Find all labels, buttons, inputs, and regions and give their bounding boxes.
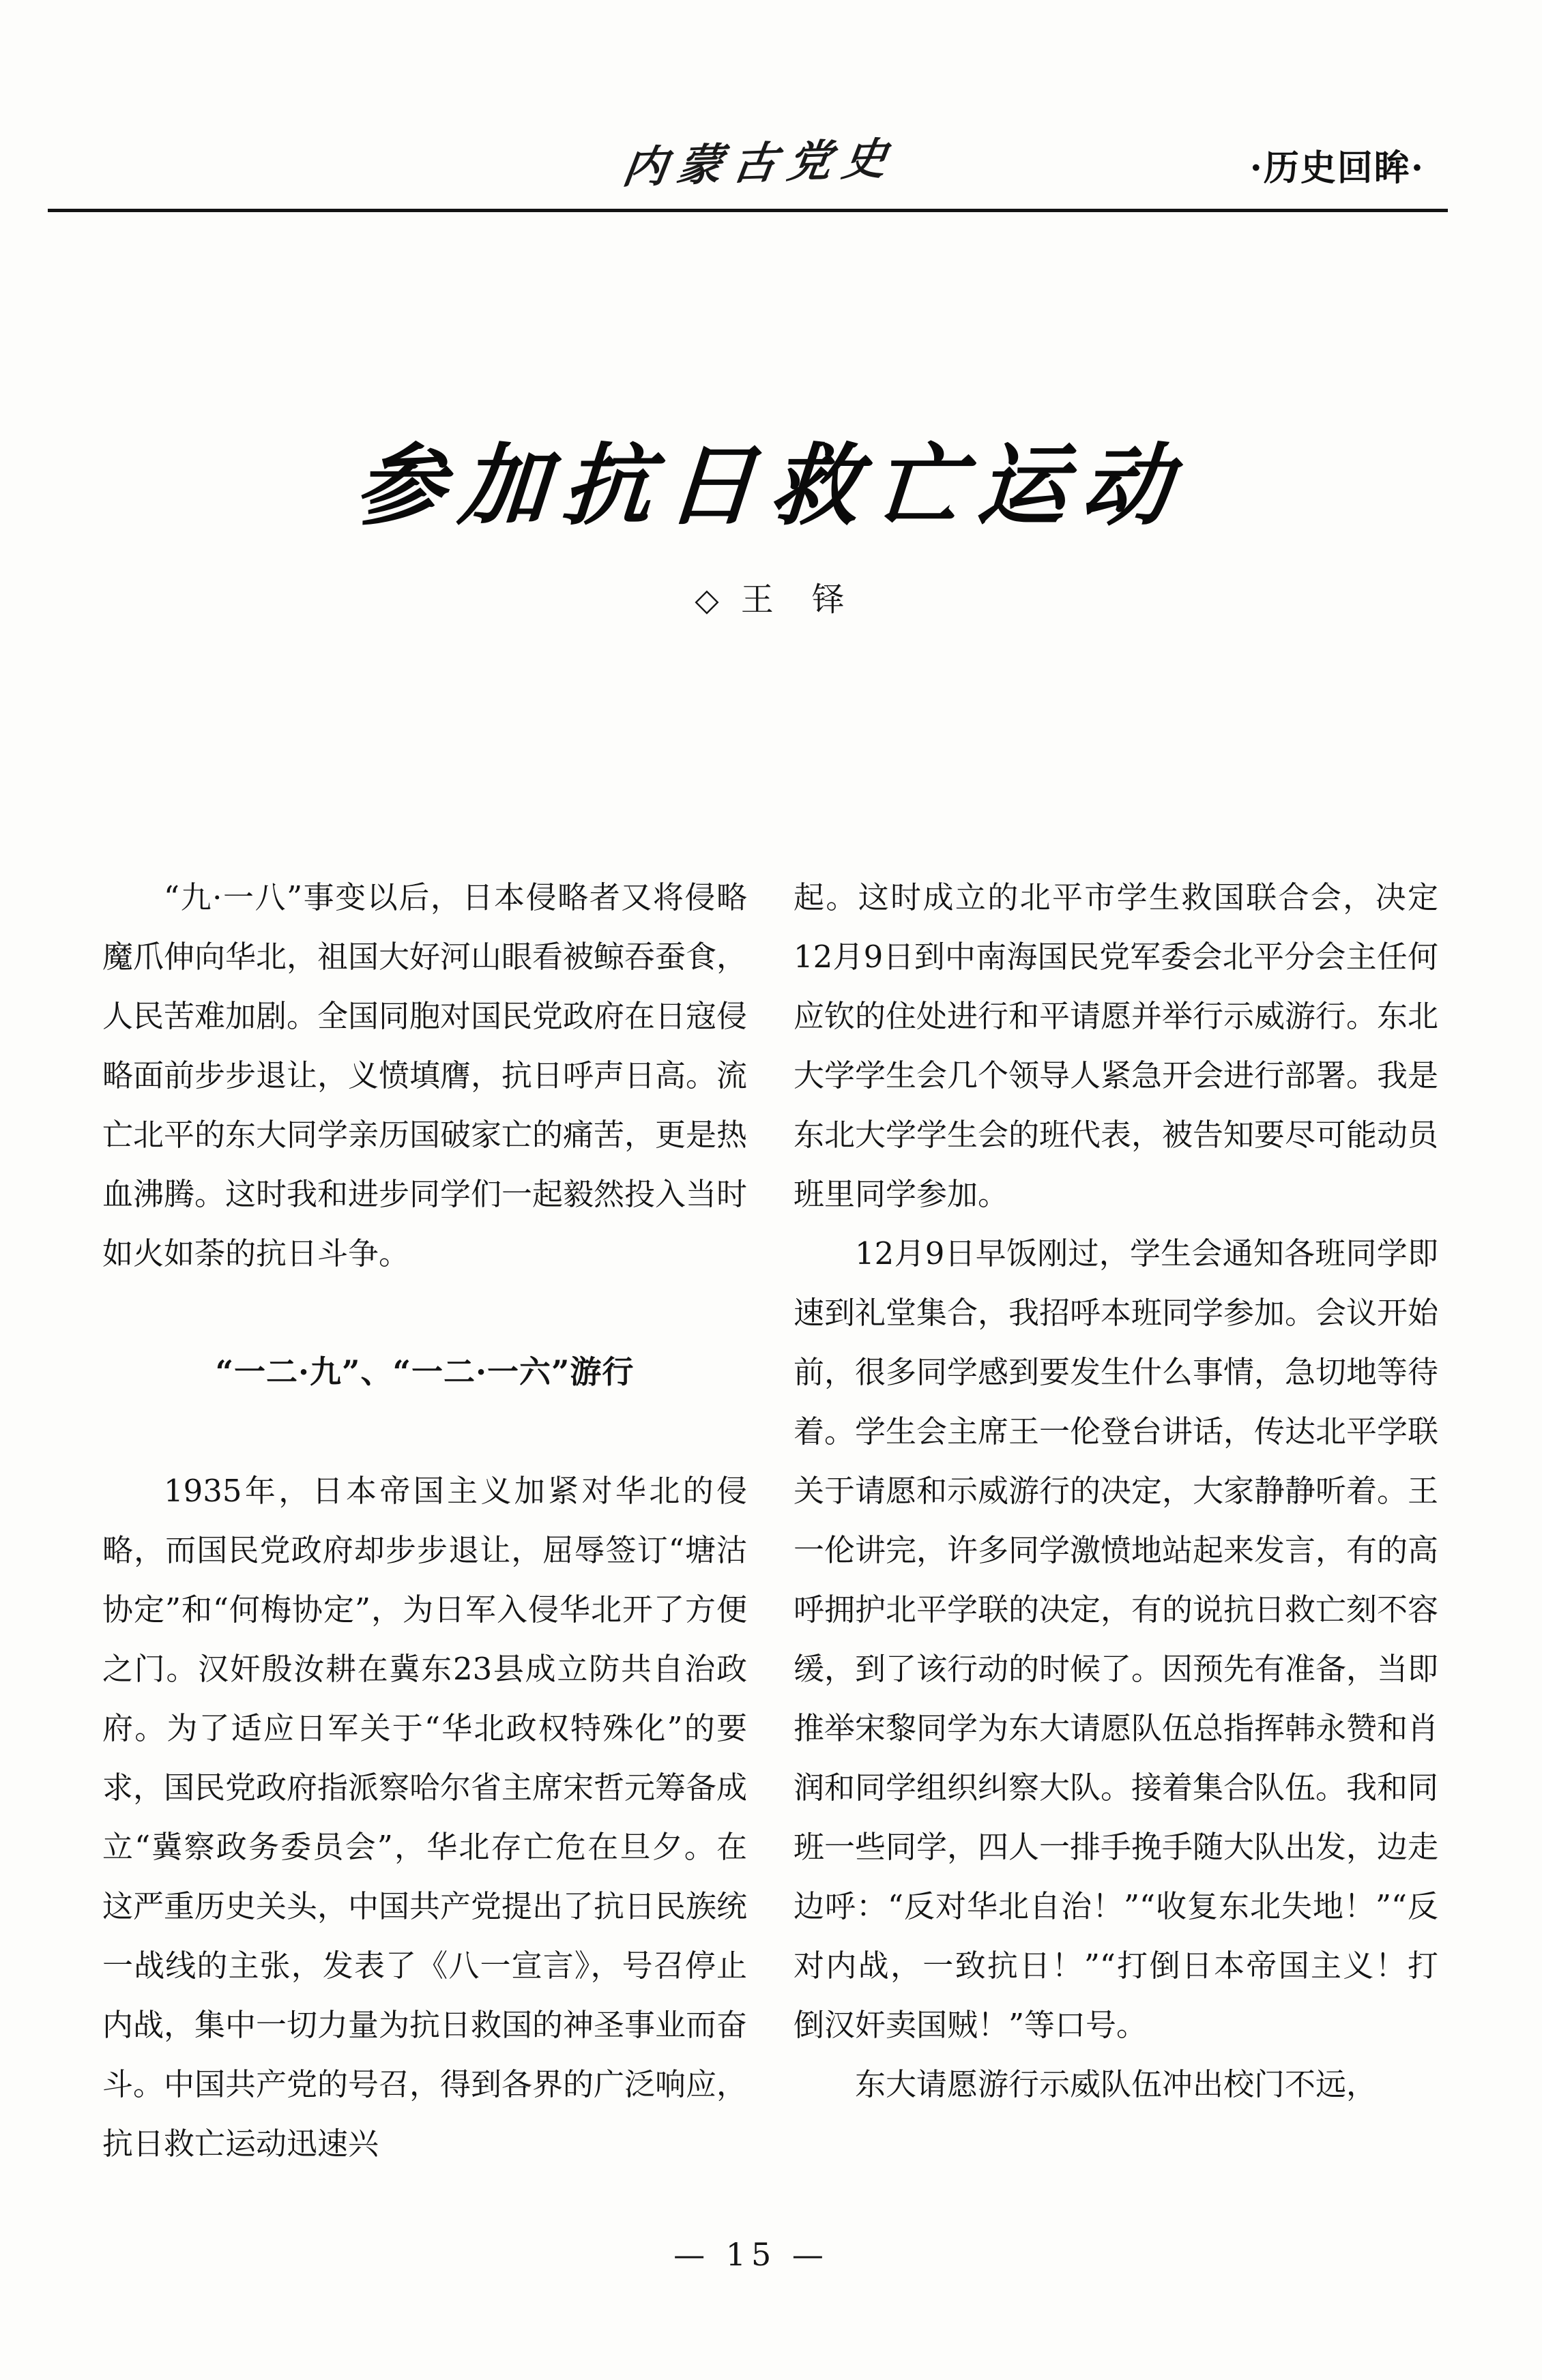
author-line [0, 573, 1542, 620]
paragraph-1935-background-continuation: 起。这时成立的北平市学生救国联合会，决定12月9日到中南海国民党军委会北平分会主任何应钦的住处进行和平请愿并举行示威游行。东北大学学生会几个领导人紧急开会进行部署。我是东北大学学生会的班代表，被告知要尽可能动员班里同学参加。 [794, 879, 1439, 1212]
article-title-calligraphy: 参加抗日救亡运动 [351, 433, 1189, 538]
author-name: 王 铎 [740, 581, 847, 619]
paragraph-1935-background: 1935年，日本帝国主义加紧对华北的侵略，而国民党政府却步步退让，屈辱签订“塘沽协定”和“何梅协定”，为日军入侵华北开了方便之门。汉奸殷汝耕在冀东23县成立防共自治政府。为了适应日军关于“华北政权特殊化”的要求，国民党政府指派察哈尔省主席宋哲元筹备成立“冀察政务委员会”，华北存亡危在旦夕。在这严重历史关头，中国共产党提出了抗日民族统一战线的主张，发表了《八一宣言》，号召停止内战，集中一切力量为抗日救国的神圣事业而奋斗。中国共产党的号召，得到各界的广泛响应，抗日救亡运动迅速兴 [102, 1473, 748, 2162]
author-diamond-icon: ◇ [695, 581, 722, 618]
section-label: ·历史回眸· [1249, 147, 1425, 189]
paragraph-december9-assembly: 12月9日早饭刚过，学生会通知各班同学即速到礼堂集合，我招呼本班同学参加。会议开始前，很多同学感到要发生什么事情，急切地等待着。学生会主席王一伦登台讲话，传达北平学联关于请愿和示威游行的决定，大家静静听着。王一伦讲完，许多同学激愤地站起来发言，有的高呼拥护北平学联的决定，有的说抗日救亡刻不容缓，到了该行动的时候了。因预先有准备，当即推举宋黎同学为东大请愿队伍总指挥韩永赞和肖润和同学组织纠察大队。接着集合队伍。我和同班一些同学，四人一排手挽手随大队出发，边走边呼：“反对华北自治！”“收复东北失地！”“反对内战，一致抗日！”“打倒日本帝国主义！打倒汉奸卖国贼！”等口号。 [794, 1235, 1439, 2043]
page-number: — 15 — [673, 2236, 829, 2273]
paragraph-intro: “九·一八”事变以后，日本侵略者又将侵略魔爪伸向华北，祖国大好河山眼看被鲸吞蚕食，人民苦难加剧。全国同胞对国民党政府在日寇侵略面前步步退让，义愤填膺，抗日呼声日高。流亡北平的东大同学亲历国破家亡的痛苦，更是热血沸腾。这时我和进步同学们一起毅然投入当时如火如荼的抗日斗争。 [102, 879, 748, 1272]
right-text-column [794, 868, 1438, 2114]
header-divider-rule [48, 209, 1448, 212]
left-text-column [102, 868, 747, 2173]
journal-masthead-calligraphy: 内蒙古党史 [619, 133, 901, 194]
section-heading-december-marches: “一二·九”、“一二·一六”游行 [215, 1353, 635, 1390]
paragraph-march-out-partial: 东大请愿游行示威队伍冲出校门不远， [855, 2066, 1378, 2102]
